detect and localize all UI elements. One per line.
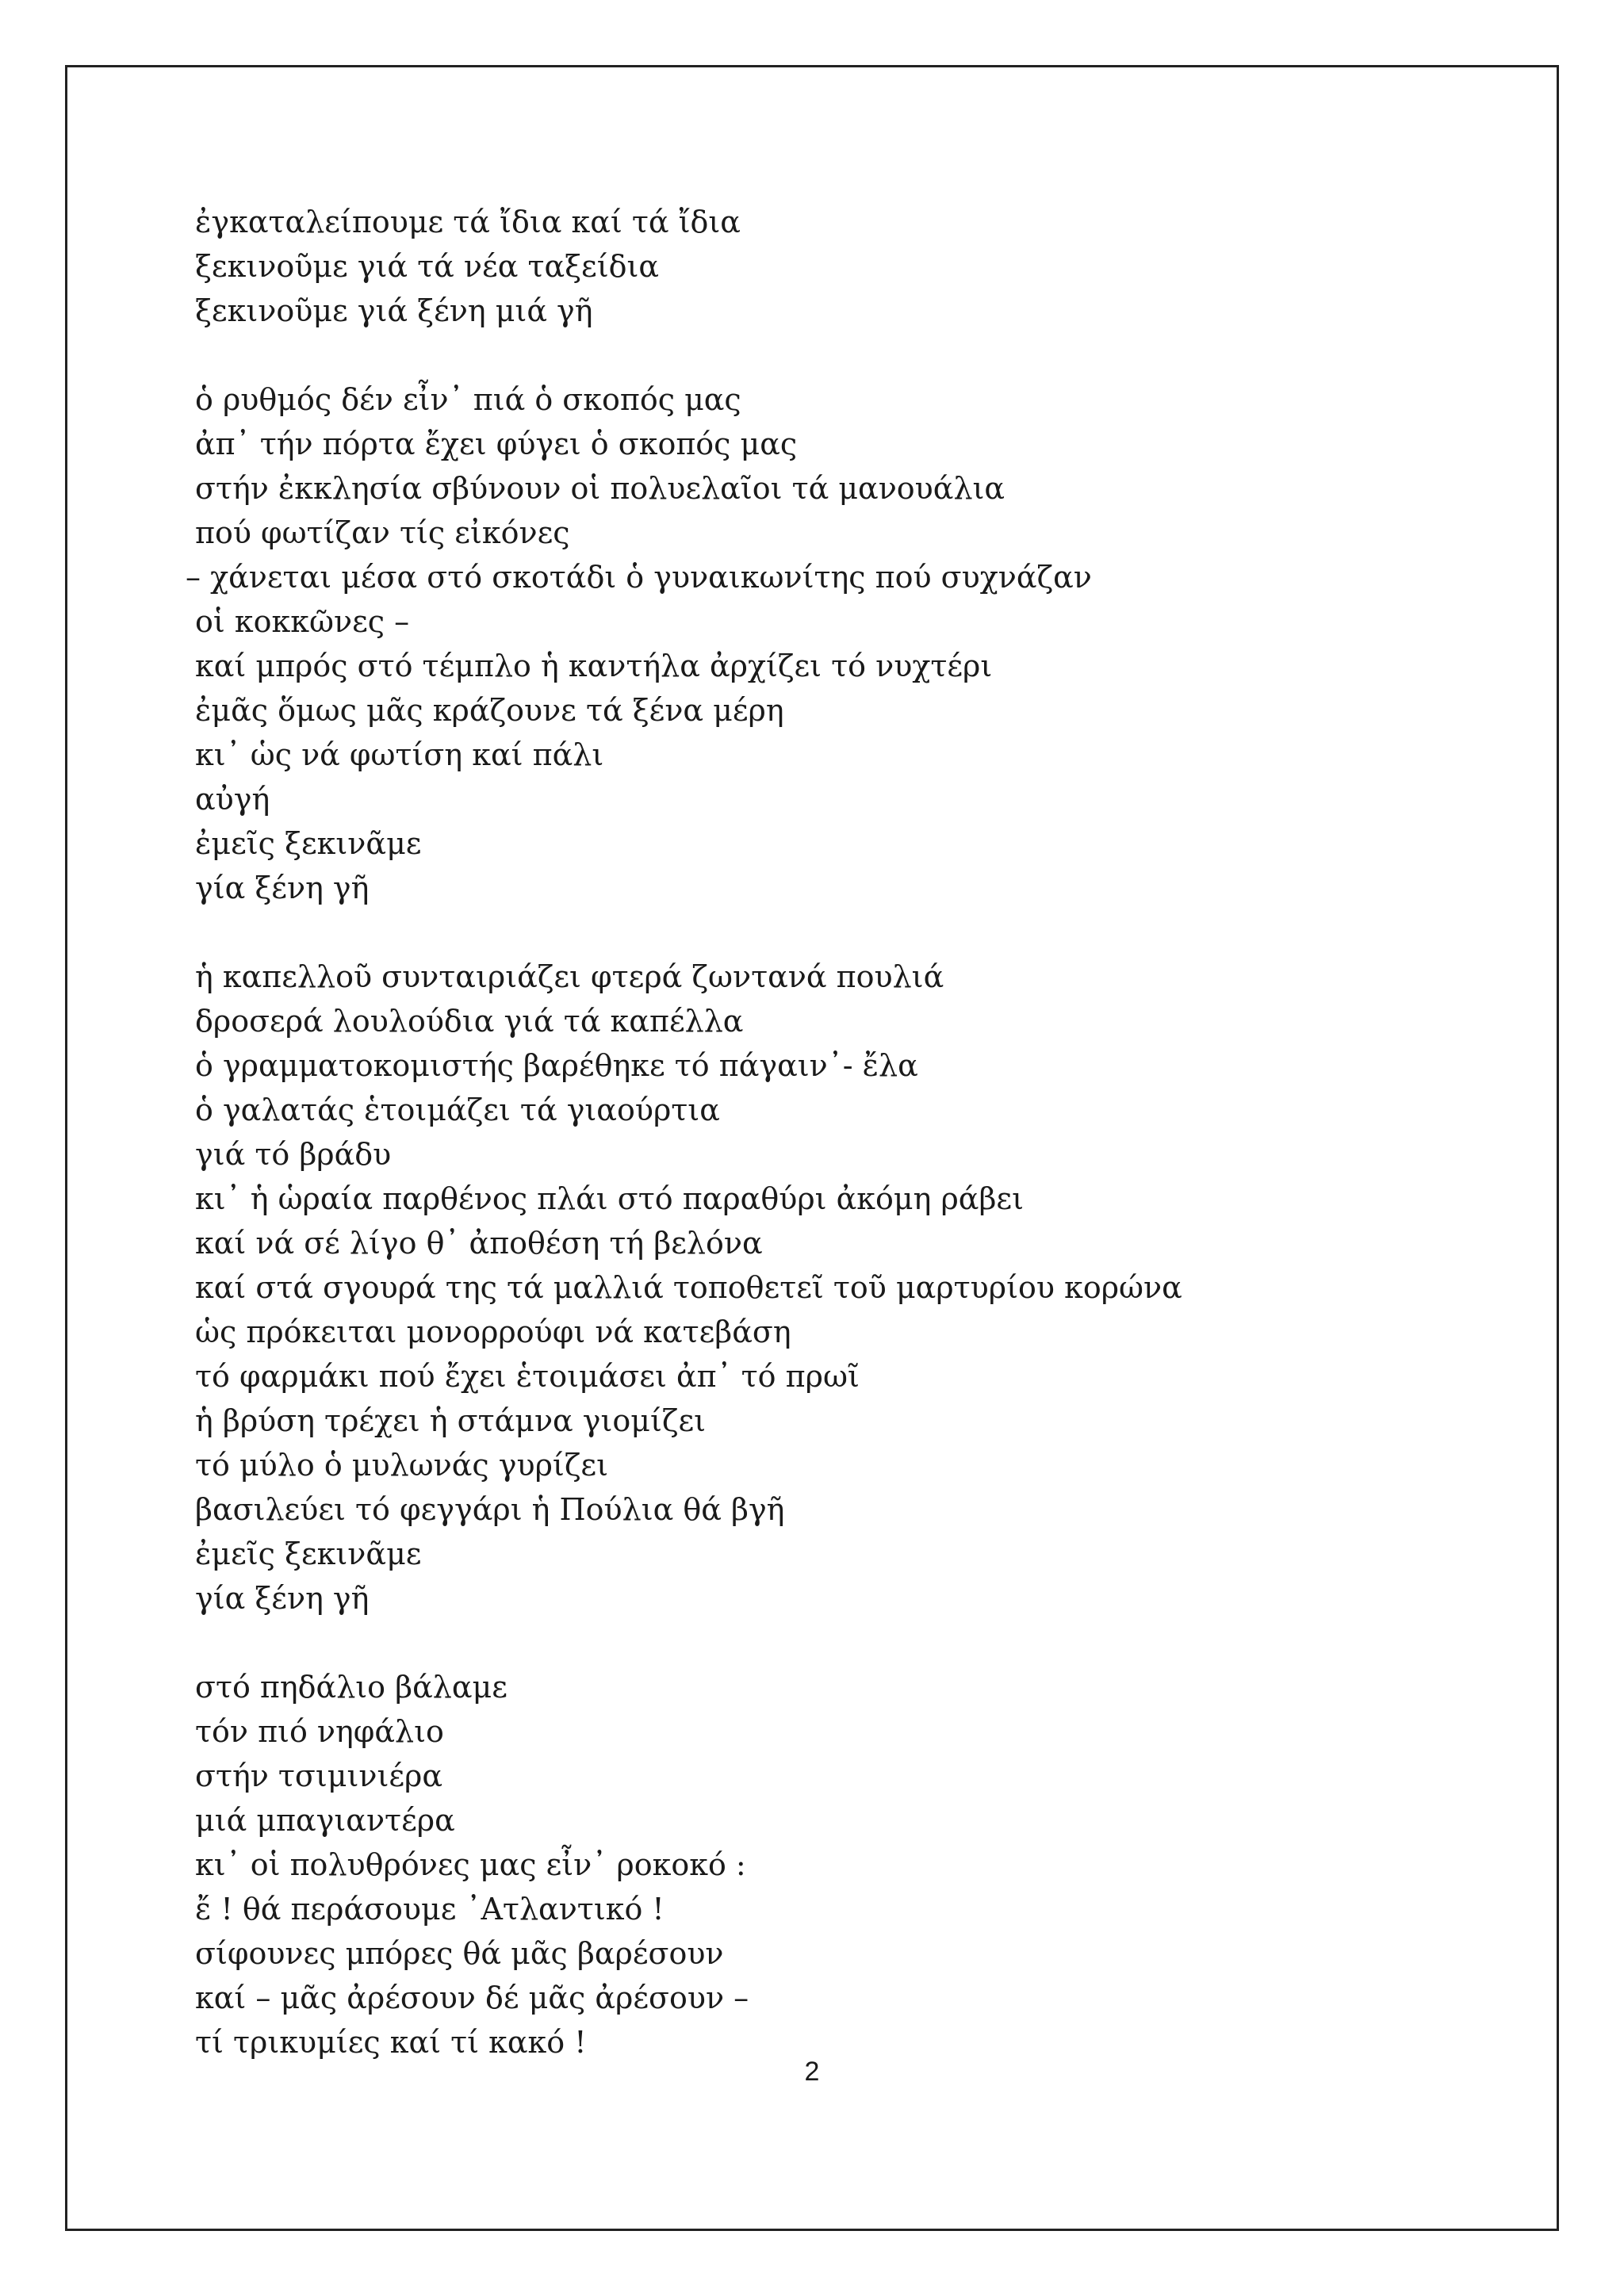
poem-line: καί μπρός στό τέμπλο ἡ καντήλα ἀρχίζει τό νυχτέρι [195,649,993,683]
poem-line: κι᾽ ἡ ὡραία παρθένος πλάι στό παραθύρι ἀκόμη ράβει [195,1181,1025,1216]
poem-line: τί τρικυμίες καί τί κακό ! [195,2025,587,2060]
poem-line: κι᾽ οἱ πολυθρόνες μας εἶν᾽ ροκοκό : [195,1847,746,1882]
poem-line: ἡ βρύση τρέχει ἡ στάμνα γιομίζει [195,1403,707,1438]
poem-line: μιά μπαγιαντέρα [195,1803,455,1838]
poem-line: τό φαρμάκι πού ἔχει ἑτοιμάσει ἀπ᾽ τό πρωῖ [195,1359,860,1394]
stanza-3 [195,955,1503,1621]
poem-line: ὁ γαλατάς ἑτοιμάζει τά γιαούρτια [195,1093,720,1127]
stanza-2 [186,377,1503,910]
poem-line: ἐμεῖς ξεκινᾶμε [195,1536,422,1571]
poem-line: αὐγή [195,782,270,817]
poem-line: στό πηδάλιο βάλαμε [195,1670,508,1705]
poem-line: ὡς πρόκειται μονορρούφι νά κατεβάση [195,1314,791,1349]
poem-line: τό μύλο ὁ μυλωνάς γυρίζει [195,1448,608,1483]
poem-line: καί στά σγουρά της τά μαλλιά τοποθετεῖ τοῦ μαρτυρίου κορώνα [195,1270,1182,1305]
poem-line: οἱ κοκκῶνες – [195,604,410,639]
poem-line: ξεκινοῦμε γιά τά νέα ταξείδια [195,249,660,284]
poem-line: ἀπ᾽ τήν πόρτα ἔχει φύγει ὁ σκοπός μας [195,427,798,461]
poem-body [186,200,1503,2064]
poem-line: γία ξένη γῆ [195,1581,370,1616]
poem-line: στήν τσιμινιέρα [195,1758,443,1793]
poem-line: τόν πιό νηφάλιο [195,1714,444,1749]
poem-line: γιά τό βράδυ [195,1137,392,1172]
poem-line: ἡ καπελλοῦ συνταιριάζει φτερά ζωντανά πουλιά [195,959,944,994]
poem-line: ἐμεῖς ξεκινᾶμε [195,826,422,861]
stanza-4 [195,1665,1503,2064]
poem-line: ὁ γραμματοκομιστής βαρέθηκε τό πάγαιν᾽- ἔλα [195,1048,918,1083]
poem-line: στήν ἐκκλησία σβύνουν οἱ πολυελαῖοι τά μανουάλια [195,471,1005,506]
poem-line: ἔ ! θά περάσουμε ᾽Ατλαντικό ! [195,1892,665,1927]
poem-line: δροσερά λουλούδια γιά τά καπέλλα [195,1004,744,1039]
poem-line: – χάνεται μέσα στό σκοτάδι ὁ γυναικωνίτης πού συχνάζαν [186,560,1092,595]
poem-line: πού φωτίζαν τίς εἰκόνες [195,515,570,550]
poem-line: ἐγκαταλείπουμε τά ἴδια καί τά ἴδια [195,205,741,239]
poem-line: καί – μᾶς ἀρέσουν δέ μᾶς ἀρέσουν – [195,1980,749,2015]
page-number: 2 [804,2057,820,2087]
poem-line: ἐμᾶς ὅμως μᾶς κράζουνε τά ξένα μέρη [195,693,784,728]
poem-line: κι᾽ ὡς νά φωτίση καί πάλι [195,737,604,772]
poem-line: γία ξένη γῆ [195,871,370,905]
poem-line: σίφουνες μπόρες θά μᾶς βαρέσουν [195,1936,724,1971]
stanza-1 [195,200,1503,333]
poem-line: ξεκινοῦμε γιά ξένη μιά γῆ [195,293,593,328]
poem-line: καί νά σέ λίγο θ᾽ ἀποθέση τή βελόνα [195,1226,763,1261]
poem-line: βασιλεύει τό φεγγάρι ἡ Πούλια θά βγῆ [195,1492,785,1527]
poem-line: ὁ ρυθμός δέν εἶν᾽ πιά ὁ σκοπός μας [195,382,741,417]
